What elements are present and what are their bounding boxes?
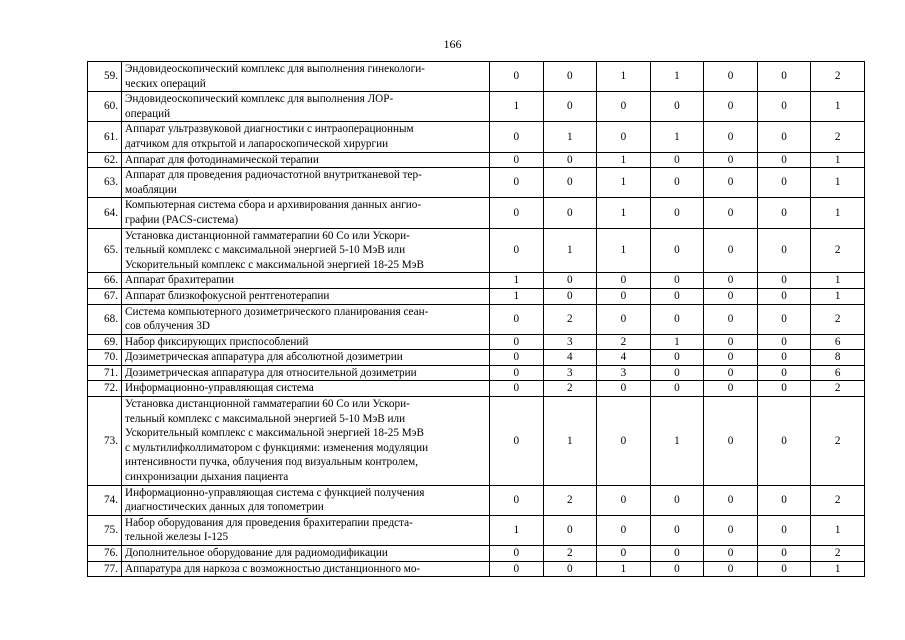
quantity-cell: 1	[597, 561, 651, 577]
quantity-cell: 0	[490, 485, 544, 515]
quantity-cell: 0	[757, 273, 811, 289]
quantity-cell: 0	[650, 546, 704, 562]
quantity-cell: 1	[811, 168, 865, 198]
equipment-name-cell	[122, 168, 490, 198]
table-row	[88, 288, 865, 304]
equipment-name-cell	[122, 122, 490, 152]
quantity-cell: 0	[597, 546, 651, 562]
equipment-name-line: Компьютерная система сбора и архивирования данных ангио-	[125, 199, 422, 212]
equipment-name-line: Эндовидеоскопический комплекс для выполнения ЛОР-	[125, 93, 394, 106]
quantity-cell: 0	[704, 381, 758, 397]
equipment-name-line: Аппарат для проведения радиочастотной внутритканевой тер-	[125, 169, 422, 182]
table-row	[88, 334, 865, 350]
quantity-cell: 6	[811, 365, 865, 381]
quantity-cell: 0	[597, 397, 651, 486]
row-number: 61.	[88, 122, 122, 152]
equipment-name-cell	[122, 288, 490, 304]
quantity-cell: 2	[811, 62, 865, 92]
equipment-name-cell	[122, 273, 490, 289]
quantity-cell: 2	[543, 304, 597, 334]
equipment-name-cell	[122, 304, 490, 334]
equipment-name-line: ческих операций	[125, 77, 206, 90]
row-number: 62.	[88, 152, 122, 168]
quantity-cell: 0	[704, 168, 758, 198]
quantity-cell: 0	[650, 350, 704, 366]
quantity-cell: 0	[597, 273, 651, 289]
quantity-cell: 0	[704, 365, 758, 381]
quantity-cell: 0	[543, 168, 597, 198]
quantity-cell: 1	[650, 122, 704, 152]
quantity-cell: 0	[757, 152, 811, 168]
quantity-cell: 1	[650, 334, 704, 350]
quantity-cell: 1	[597, 228, 651, 273]
equipment-name-cell	[122, 228, 490, 273]
quantity-cell: 1	[543, 397, 597, 486]
quantity-cell: 0	[704, 304, 758, 334]
quantity-cell: 0	[704, 152, 758, 168]
quantity-cell: 0	[597, 381, 651, 397]
quantity-cell: 0	[757, 485, 811, 515]
equipment-name-line: Дозиметрическая аппаратура для относительной дозиметрии	[125, 366, 417, 379]
quantity-cell: 0	[490, 381, 544, 397]
quantity-cell: 0	[490, 228, 544, 273]
equipment-name-line: Информационно-управляющая система	[125, 382, 314, 395]
quantity-cell: 2	[597, 334, 651, 350]
quantity-cell: 3	[543, 334, 597, 350]
table-row	[88, 350, 865, 366]
table-row	[88, 397, 865, 486]
equipment-name-cell	[122, 561, 490, 577]
quantity-cell: 0	[650, 485, 704, 515]
quantity-cell: 2	[811, 546, 865, 562]
table-row	[88, 228, 865, 273]
equipment-name-line: тельной железы I-125	[125, 531, 229, 544]
equipment-name-line: синхронизации дыхания пациента	[125, 471, 289, 484]
quantity-cell: 0	[757, 365, 811, 381]
quantity-cell: 4	[597, 350, 651, 366]
quantity-cell: 2	[811, 228, 865, 273]
table-row	[88, 485, 865, 515]
equipment-name-line: интенсивности пучка, облучения под визуальным контролем,	[125, 456, 418, 469]
equipment-name-line: датчиком для открытой и лапароскопической хирургии	[125, 137, 389, 150]
quantity-cell: 1	[597, 62, 651, 92]
equipment-table	[87, 61, 865, 577]
quantity-cell: 1	[597, 152, 651, 168]
quantity-cell: 3	[597, 365, 651, 381]
quantity-cell: 2	[811, 381, 865, 397]
row-number: 59.	[88, 62, 122, 92]
table-row	[88, 168, 865, 198]
quantity-cell: 0	[757, 122, 811, 152]
quantity-cell: 1	[490, 288, 544, 304]
quantity-cell: 0	[490, 168, 544, 198]
quantity-cell: 1	[543, 228, 597, 273]
equipment-name-line: Аппарат близкофокусной рентгенотерапии	[125, 289, 330, 302]
table-body	[88, 62, 865, 577]
quantity-cell: 0	[543, 92, 597, 122]
quantity-cell: 0	[650, 228, 704, 273]
quantity-cell: 0	[490, 350, 544, 366]
quantity-cell: 0	[490, 152, 544, 168]
row-number: 71.	[88, 365, 122, 381]
quantity-cell: 0	[543, 62, 597, 92]
quantity-cell: 0	[704, 485, 758, 515]
equipment-name-line: тельный комплекс с максимальной энергией 5-10 МэВ или	[125, 244, 406, 257]
equipment-name-cell	[122, 62, 490, 92]
equipment-name-line: с мультилифколлиматором с функциями: изменения модуляции	[125, 441, 429, 454]
row-number: 68.	[88, 304, 122, 334]
quantity-cell: 1	[490, 92, 544, 122]
quantity-cell: 0	[490, 122, 544, 152]
quantity-cell: 0	[650, 92, 704, 122]
table-row	[88, 515, 865, 545]
table-row	[88, 92, 865, 122]
equipment-name-line: Аппарат брахитерапии	[125, 274, 235, 287]
quantity-cell: 0	[757, 515, 811, 545]
table-row	[88, 546, 865, 562]
row-number: 65.	[88, 228, 122, 273]
quantity-cell: 1	[597, 198, 651, 228]
quantity-cell: 0	[704, 198, 758, 228]
quantity-cell: 0	[757, 350, 811, 366]
quantity-cell: 0	[597, 485, 651, 515]
quantity-cell: 0	[757, 92, 811, 122]
equipment-name-line: Дозиметрическая аппаратура для абсолютной дозиметрии	[125, 351, 403, 364]
equipment-name-cell	[122, 198, 490, 228]
quantity-cell: 0	[757, 546, 811, 562]
quantity-cell: 0	[757, 228, 811, 273]
quantity-cell: 0	[757, 397, 811, 486]
quantity-cell: 0	[650, 288, 704, 304]
quantity-cell: 0	[704, 561, 758, 577]
table-row	[88, 304, 865, 334]
row-number: 70.	[88, 350, 122, 366]
row-number: 73.	[88, 397, 122, 486]
quantity-cell: 2	[543, 381, 597, 397]
quantity-cell: 0	[704, 397, 758, 486]
equipment-name-cell	[122, 485, 490, 515]
equipment-name-line: Набор оборудования для проведения брахитерапии предста-	[125, 516, 413, 529]
table-row	[88, 152, 865, 168]
row-number: 75.	[88, 515, 122, 545]
quantity-cell: 0	[650, 515, 704, 545]
row-number: 63.	[88, 168, 122, 198]
quantity-cell: 0	[597, 515, 651, 545]
row-number: 66.	[88, 273, 122, 289]
quantity-cell: 1	[543, 122, 597, 152]
quantity-cell: 0	[650, 273, 704, 289]
equipment-name-line: диагностических данных для топометрии	[125, 501, 324, 514]
quantity-cell: 0	[597, 122, 651, 152]
row-number: 69.	[88, 334, 122, 350]
equipment-name-cell	[122, 365, 490, 381]
row-number: 67.	[88, 288, 122, 304]
quantity-cell: 0	[490, 365, 544, 381]
equipment-name-cell	[122, 152, 490, 168]
equipment-name-cell	[122, 546, 490, 562]
quantity-cell: 0	[757, 561, 811, 577]
equipment-name-line: Информационно-управляющая система с функцией получения	[125, 486, 425, 499]
quantity-cell: 0	[704, 92, 758, 122]
quantity-cell: 0	[543, 152, 597, 168]
quantity-cell: 0	[757, 304, 811, 334]
quantity-cell: 0	[543, 561, 597, 577]
quantity-cell: 6	[811, 334, 865, 350]
equipment-name-line: Установка дистанционной гамматерапии 60 Со или Ускори-	[125, 398, 410, 411]
row-number: 77.	[88, 561, 122, 577]
quantity-cell: 1	[811, 92, 865, 122]
equipment-name-line: графии (PACS-система)	[125, 213, 239, 226]
quantity-cell: 0	[597, 304, 651, 334]
table-row	[88, 381, 865, 397]
equipment-name-line: Эндовидеоскопический комплекс для выполнения гинекологи-	[125, 63, 425, 75]
quantity-cell: 0	[650, 365, 704, 381]
quantity-cell: 2	[811, 122, 865, 152]
equipment-name-line: Система компьютерного дозиметрического планирования сеан-	[125, 305, 429, 318]
table-row	[88, 198, 865, 228]
quantity-cell: 0	[704, 288, 758, 304]
quantity-cell: 1	[650, 397, 704, 486]
quantity-cell: 1	[811, 273, 865, 289]
quantity-cell: 0	[490, 62, 544, 92]
quantity-cell: 0	[704, 62, 758, 92]
quantity-cell: 0	[704, 273, 758, 289]
row-number: 64.	[88, 198, 122, 228]
quantity-cell: 2	[811, 397, 865, 486]
table-row	[88, 561, 865, 577]
quantity-cell: 1	[650, 62, 704, 92]
quantity-cell: 0	[543, 198, 597, 228]
equipment-name-line: Дополнительное оборудование для радиомодификации	[125, 547, 388, 559]
quantity-cell: 0	[543, 515, 597, 545]
quantity-cell: 0	[704, 122, 758, 152]
quantity-cell: 0	[543, 273, 597, 289]
quantity-cell: 1	[490, 515, 544, 545]
quantity-cell: 1	[811, 152, 865, 168]
quantity-cell: 0	[597, 92, 651, 122]
equipment-name-cell	[122, 334, 490, 350]
equipment-name-line: Аппарат для фотодинамической терапии	[125, 153, 319, 166]
quantity-cell: 0	[543, 288, 597, 304]
equipment-name-line: Ускорительный комплекс с максимальной энергией 18-25 МэВ	[125, 427, 424, 440]
quantity-cell: 0	[704, 334, 758, 350]
quantity-cell: 0	[650, 381, 704, 397]
row-number: 76.	[88, 546, 122, 562]
quantity-cell: 0	[490, 334, 544, 350]
row-number: 60.	[88, 92, 122, 122]
equipment-name-line: моабляции	[125, 183, 177, 196]
equipment-name-line: тельный комплекс с максимальной энергией 5-10 МэВ или	[125, 412, 406, 425]
quantity-cell: 0	[704, 350, 758, 366]
table-row	[88, 273, 865, 289]
quantity-cell: 0	[650, 304, 704, 334]
quantity-cell: 1	[811, 198, 865, 228]
equipment-name-cell	[122, 515, 490, 545]
quantity-cell: 0	[757, 168, 811, 198]
equipment-name-cell	[122, 381, 490, 397]
equipment-name-cell	[122, 350, 490, 366]
quantity-cell: 0	[597, 288, 651, 304]
quantity-cell: 2	[543, 485, 597, 515]
table-row	[88, 122, 865, 152]
row-number: 72.	[88, 381, 122, 397]
quantity-cell: 2	[543, 546, 597, 562]
quantity-cell: 0	[757, 288, 811, 304]
quantity-cell: 1	[811, 288, 865, 304]
quantity-cell: 0	[704, 515, 758, 545]
equipment-name-line: Установка дистанционной гамматерапии 60 Со или Ускори-	[125, 229, 410, 242]
quantity-cell: 0	[757, 62, 811, 92]
quantity-cell: 8	[811, 350, 865, 366]
equipment-name-cell	[122, 397, 490, 486]
quantity-cell: 3	[543, 365, 597, 381]
quantity-cell: 0	[650, 152, 704, 168]
quantity-cell: 0	[650, 561, 704, 577]
equipment-name-line: операций	[125, 107, 171, 120]
quantity-cell: 0	[650, 198, 704, 228]
equipment-name-line: Аппаратура для наркоза с возможностью дистанционного мо-	[125, 562, 421, 575]
quantity-cell: 0	[757, 381, 811, 397]
quantity-cell: 1	[811, 561, 865, 577]
quantity-cell: 0	[757, 334, 811, 350]
equipment-name-cell	[122, 92, 490, 122]
quantity-cell: 0	[490, 198, 544, 228]
quantity-cell: 0	[490, 561, 544, 577]
quantity-cell: 0	[704, 546, 758, 562]
quantity-cell: 1	[490, 273, 544, 289]
table-row	[88, 62, 865, 92]
quantity-cell: 1	[811, 515, 865, 545]
quantity-cell: 0	[490, 397, 544, 486]
quantity-cell: 4	[543, 350, 597, 366]
quantity-cell: 2	[811, 485, 865, 515]
quantity-cell: 2	[811, 304, 865, 334]
row-number: 74.	[88, 485, 122, 515]
quantity-cell: 0	[490, 304, 544, 334]
equipment-name-line: Аппарат ультразвуковой диагностики с интраоперационным	[125, 123, 414, 136]
equipment-name-line: Набор фиксирующих приспособлений	[125, 335, 309, 348]
equipment-name-line: сов облучения 3D	[125, 320, 211, 333]
quantity-cell: 0	[490, 546, 544, 562]
page-number: 166	[443, 37, 462, 51]
quantity-cell: 0	[704, 228, 758, 273]
quantity-cell: 0	[650, 168, 704, 198]
quantity-cell: 0	[757, 198, 811, 228]
table-row	[88, 365, 865, 381]
quantity-cell: 1	[597, 168, 651, 198]
equipment-name-line: Ускорительный комплекс с максимальной энергией 18-25 МэВ	[125, 258, 424, 271]
